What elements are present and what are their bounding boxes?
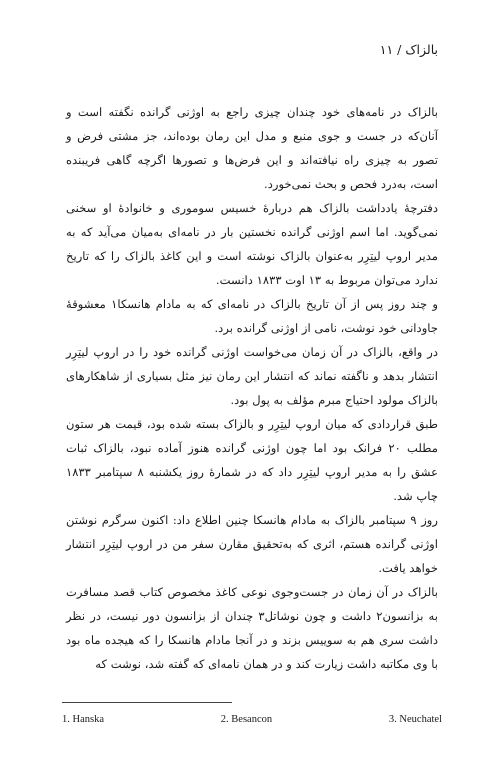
paragraph: در واقع، بالزاک در آن زمان می‌خواست اوژنی گرانده‌ خود را در اروپ لیتِرِر انتشار بدهد و ناگفته نماند که انتشار این رمان نیز مثل بسیاری از شاهکارهای بالزاک مولود احتیاج مبرم مؤلف به پول بود. (66, 345, 438, 407)
body-text (66, 100, 438, 676)
footnote-2: 2. Besancon (220, 714, 273, 725)
paragraph: بالزاک در آن زمان در جست‌وجوی نوعی کاغذ مخصوص کتاب قصد مسافرت به بزانسون۲ داشت و چون نوشاتل۳ چندان از بزانسون دور نیست، در نظر داشت سری هم به سوییس بزند و در آنجا مادام هانسکا را که هیجده ماه بود با وی مکاتبه داشت زیارت کند و در همان نامه‌ای که گفته شد، نوشت که (66, 585, 438, 671)
footnote-3: 3. Neuchatel (388, 714, 442, 725)
footnotes (62, 714, 442, 725)
running-head: بالزاک / ۱۱ (379, 42, 438, 57)
paragraph: طبق قراردادی که میان اروپ لیتِرِر و بالزاک بسته شده بود، قیمت هر ستون مطلب ۲۰ فرانک بود اما چون اوژنی گرانده هنوز آماده نبود، بالزاک ثبات عشق را به مدیر اروپ لیتِرِر داد که در شمارهٔ روز یکشنبه ۸ سپتامبر ۱۸۳۳ چاپ شد. (66, 417, 438, 503)
paragraph: بالزاک در نامه‌های خود چندان چیزی راجع به اوژنی گرانده نگفته است و آنان‌که در جست و جوی منبع و مدل این رمان بوده‌اند، جز مشتی فرض و تصور به چیزی راه نیافته‌اند و این فرض‌ها و تصورها اگرچه گاهی فریبنده است، به‌درد فحص و بحث نمی‌خورد. (66, 105, 438, 191)
footnote-rule (62, 702, 232, 703)
footnote-1: 1. Hanska (62, 714, 104, 725)
paragraph: روز ۹ سپتامبر بالزاک به مادام هانسکا چنین اطلاع داد: اکنون سرگرم نوشتن اوژنی گرانده هستم، اثری که به‌تحقیق مقارن سفر من در اروپ لیتِرِر انتشار خواهد یافت. (66, 513, 438, 575)
paragraph: و چند روز پس از آن تاریخ بالزاک در نامه‌ای که به مادام هانسکا۱ معشوقهٔ جاودانی خود نوشت، نامی از اوژنی گرانده برد. (66, 297, 438, 335)
paragraph: دفترچهٔ یادداشت بالزاک هم دربارهٔ خسیس سوموری و خانوادهٔ او سخنی نمی‌گوید. اما اسم اوژنی گرانده نخستین بار در نامه‌ای به‌میان می‌آید که به مدیر اروپ لیتِرِر به‌عنوان بالزاک نوشته است و این کاغذ بالزاک را که تاریخ ندارد می‌توان مربوط به ۱۳ اوت ۱۸۳۳ دانست. (66, 201, 438, 287)
